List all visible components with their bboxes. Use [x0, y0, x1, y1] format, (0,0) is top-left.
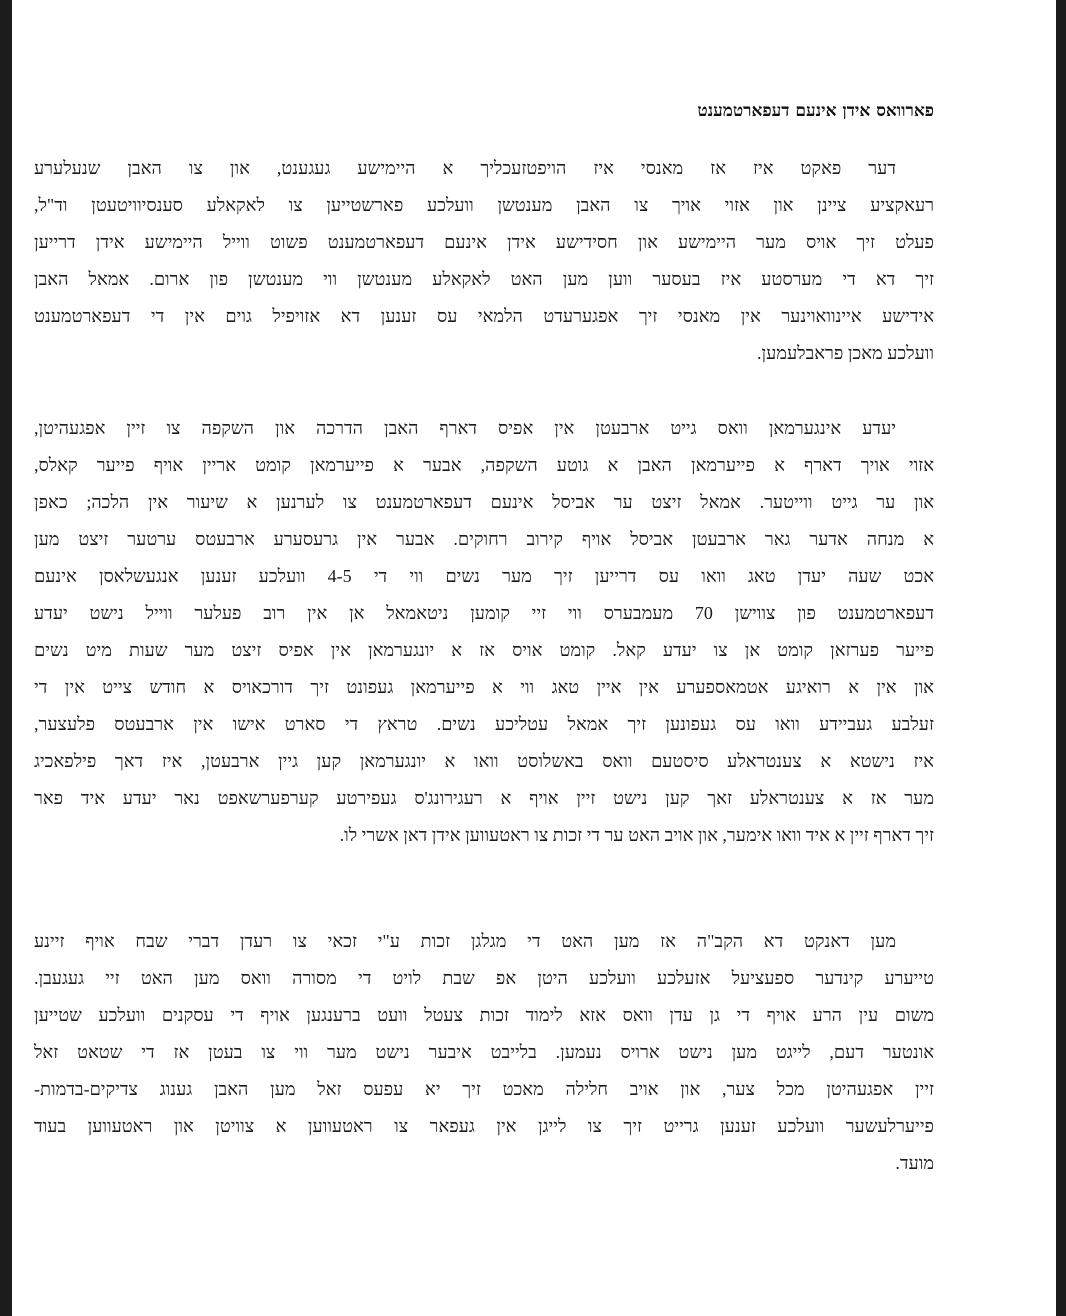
paragraph-3 [34, 923, 934, 1182]
text-line: זעלבע געביידע וואו עס געפונען זיך אמאל עטליכע נשים. טראץ די סארט אישו אין ארבעטס פלעצער, [34, 714, 934, 734]
text-line: זיך דארף זיין א איד וואו אימער, און אויב האט ער די זכות צו ראטעווען אידן דאן אשרי לו. [339, 825, 934, 845]
text-line: מועד. [895, 1153, 934, 1173]
text-line: אזוי אויך דארף א פייערמאן האבן א גוטע השקפה, אבער א פייערמאן קומט אריין אויף פייער קאלס, [34, 455, 934, 475]
text-line: אכט שעה יעדן טאג וואו עס דרייען זיך מער נשים ווי די 4-5 וועלכע זענען אנגעשלאסן אינעם [34, 566, 934, 586]
text-line: אידישע איינוואוינער אין מאנסי זיך אפגערעדט הלמאי עס זענען דא אזויפיל גוים אין די דעפארטמענט [34, 306, 934, 326]
paragraph-2 [34, 410, 934, 854]
document-title: פארוואס אידן אינעם דעפארטמענט [697, 101, 934, 121]
text-line: דעפארטמענט פון צווישן 70 מעמבערס ווי זיי קומען ניטאמאל אן אין רוב פעלער ווייל נישט יעדע [34, 603, 934, 623]
text-line: מער אז א צענטראלע זאך קען נישט זיין אויף א רעגירונג'ס געפירטע קערפערשאפט נאר יעדע איד פאר [34, 788, 934, 808]
paragraph-1 [34, 150, 934, 372]
text-line: משום עין הרע אויף די גן עדן וואס אזא לימוד זכות צעטל וועט ברענגען אויף די עסקנים וועלכע שטייען [34, 1005, 934, 1025]
text-line: זיך דא די מערסטע איז בעסער ווען מען האט לאקאלע מענטשן ווי מענטשן פון ארום. אמאל האבן [34, 269, 934, 289]
text-line: פייערלעשער וועלכע זענען גרייט זיך צו לייגן אין געפאר צו ראטעווען א צוויטן און ראטעווען בעוד [34, 1116, 934, 1136]
text-line: א מנחה אדער גאר ארבעטן אביסל אויף קירוב רחוקים. אבער אין גרעסערע ארבעטס ערטער זיצט מען [34, 529, 934, 549]
text-line: יעדע אינגערמאן וואס גייט ארבעטן אין אפיס דארף האבן הדרכה און השקפה צו זיין אפגעהיטן, [34, 418, 896, 438]
text-line: זיין אפגעהיטן מכל צער, און אויב חלילה מאכט זיך יא עפעס זאל מען האבן גענוג צדיקים-בדמות- [34, 1079, 934, 1099]
text-line: און ער גייט ווייטער. אמאל זיצט ער אביסל אינעם דעפארטמענט צו לערנען א שיעור אין הלכה; כאפן [34, 492, 934, 512]
text-line: אונטער דעם, לייגט מען נישט ארויס נעמען. בלייבט איבער נישט מער ווי צו בעטן אז די שטאט זאל [34, 1042, 934, 1062]
text-line: טייערע קינדער ספעציעל אזעלכע וועלכע היטן אפ שבת לויט די מסורה וואס מען האט זיי געגעבן. [34, 968, 934, 988]
text-line: וועלכע מאכן פראבלעמען. [757, 343, 934, 363]
text-line: מען דאנקט דא הקב"ה אז מען האט די מגלגן זכות ע"י זכאי צו רעדן דברי שבח אויף זיינע [34, 931, 896, 951]
text-line: פייער פערזאן קומט אן צו יעדע קאל. קומט אויס אז א יונגערמאן אין אפיס זיצט מער שעות מיט נשים [34, 640, 934, 660]
text-line: רעאקציע ציינן און אזוי אויך צו האבן מענטשן וועלכע פארשטייען צו לאקאלע סענסיוויטעטן וד"ל, [34, 195, 934, 215]
text-line: און אין א רואיגע אטמאספערע אין איין טאג ווי א פייערמאן געפונט זיך דורכאויס א חודש צייט אין די [34, 677, 934, 697]
text-line: איז נישטא א צענטראלע סיסטעם וואס באשלוסט וואו א יונגערמאן קען גיין ארבעטן, איז דאך פילפאכיג [34, 751, 934, 771]
text-line: דער פאקט איז אז מאנסי איז הויפטזעכליך א היימישע געגענט, און צו האבן שנעלערע [34, 158, 896, 178]
text-line: פעלט זיך אויס מער היימישע און חסידישע אידן אינעם דעפארטמענט פשוט ווייל היימישע אידן דרייען [34, 232, 934, 252]
document-page [12, 0, 1056, 1316]
